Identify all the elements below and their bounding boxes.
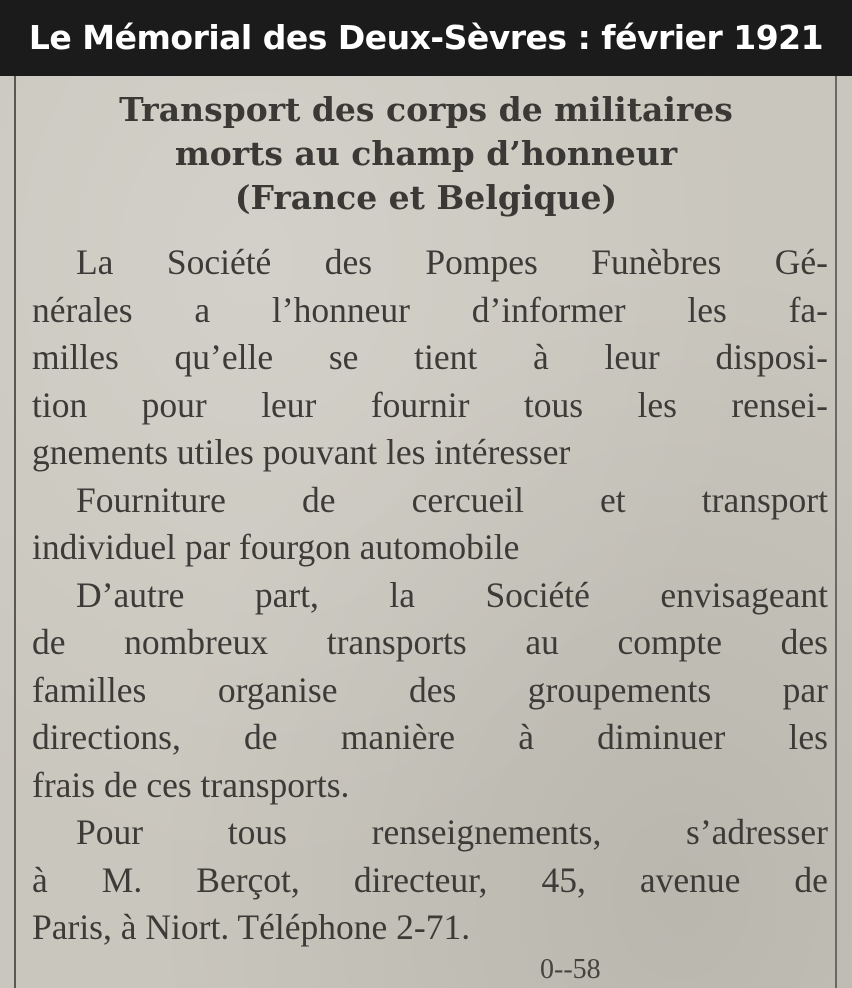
column-rule-right	[835, 76, 837, 988]
caption-title: Le Mémorial des Deux-Sèvres : février 1921	[0, 0, 852, 76]
article-line: gnements utiles pouvant les intéresser	[32, 432, 571, 472]
headline-line: Transport des corps de militaires	[119, 90, 733, 129]
article-line: Pour tous renseignements, s’adresser	[76, 812, 828, 852]
article-body	[32, 239, 828, 952]
article-line: Fourniture de cercueil et transport	[76, 479, 828, 520]
headline-line: (France et Belgique)	[234, 178, 618, 217]
article-line: milles qu’elle se tient à leur disposi-	[32, 337, 828, 377]
article-line: La Société des Pompes Funèbres Gé-	[76, 242, 828, 282]
article-line: de nombreux transports au compte des	[32, 622, 828, 662]
article-line: tion pour leur fournir tous les rensei-	[32, 384, 828, 425]
article-line: Paris, à Niort. Téléphone 2-71.	[32, 907, 471, 947]
column-rule-left	[14, 76, 16, 988]
newspaper-clipping	[0, 76, 852, 988]
reference-number: 0--58	[540, 954, 601, 985]
article-line: individuel par fourgon automobile	[32, 527, 520, 567]
article-line: frais de ces transports.	[32, 764, 350, 805]
article-headline	[20, 88, 832, 220]
article-line: D’autre part, la Société envisageant	[76, 574, 828, 615]
article-line: directions, de manière à diminuer les	[32, 717, 828, 757]
article-line: à M. Berçot, directeur, 45, avenue de	[32, 859, 828, 900]
article-line: nérales a l’honneur d’informer les fa-	[32, 289, 828, 330]
headline-line: morts au champ d’honneur	[174, 134, 678, 173]
article-line: familles organise des groupements par	[32, 669, 828, 710]
